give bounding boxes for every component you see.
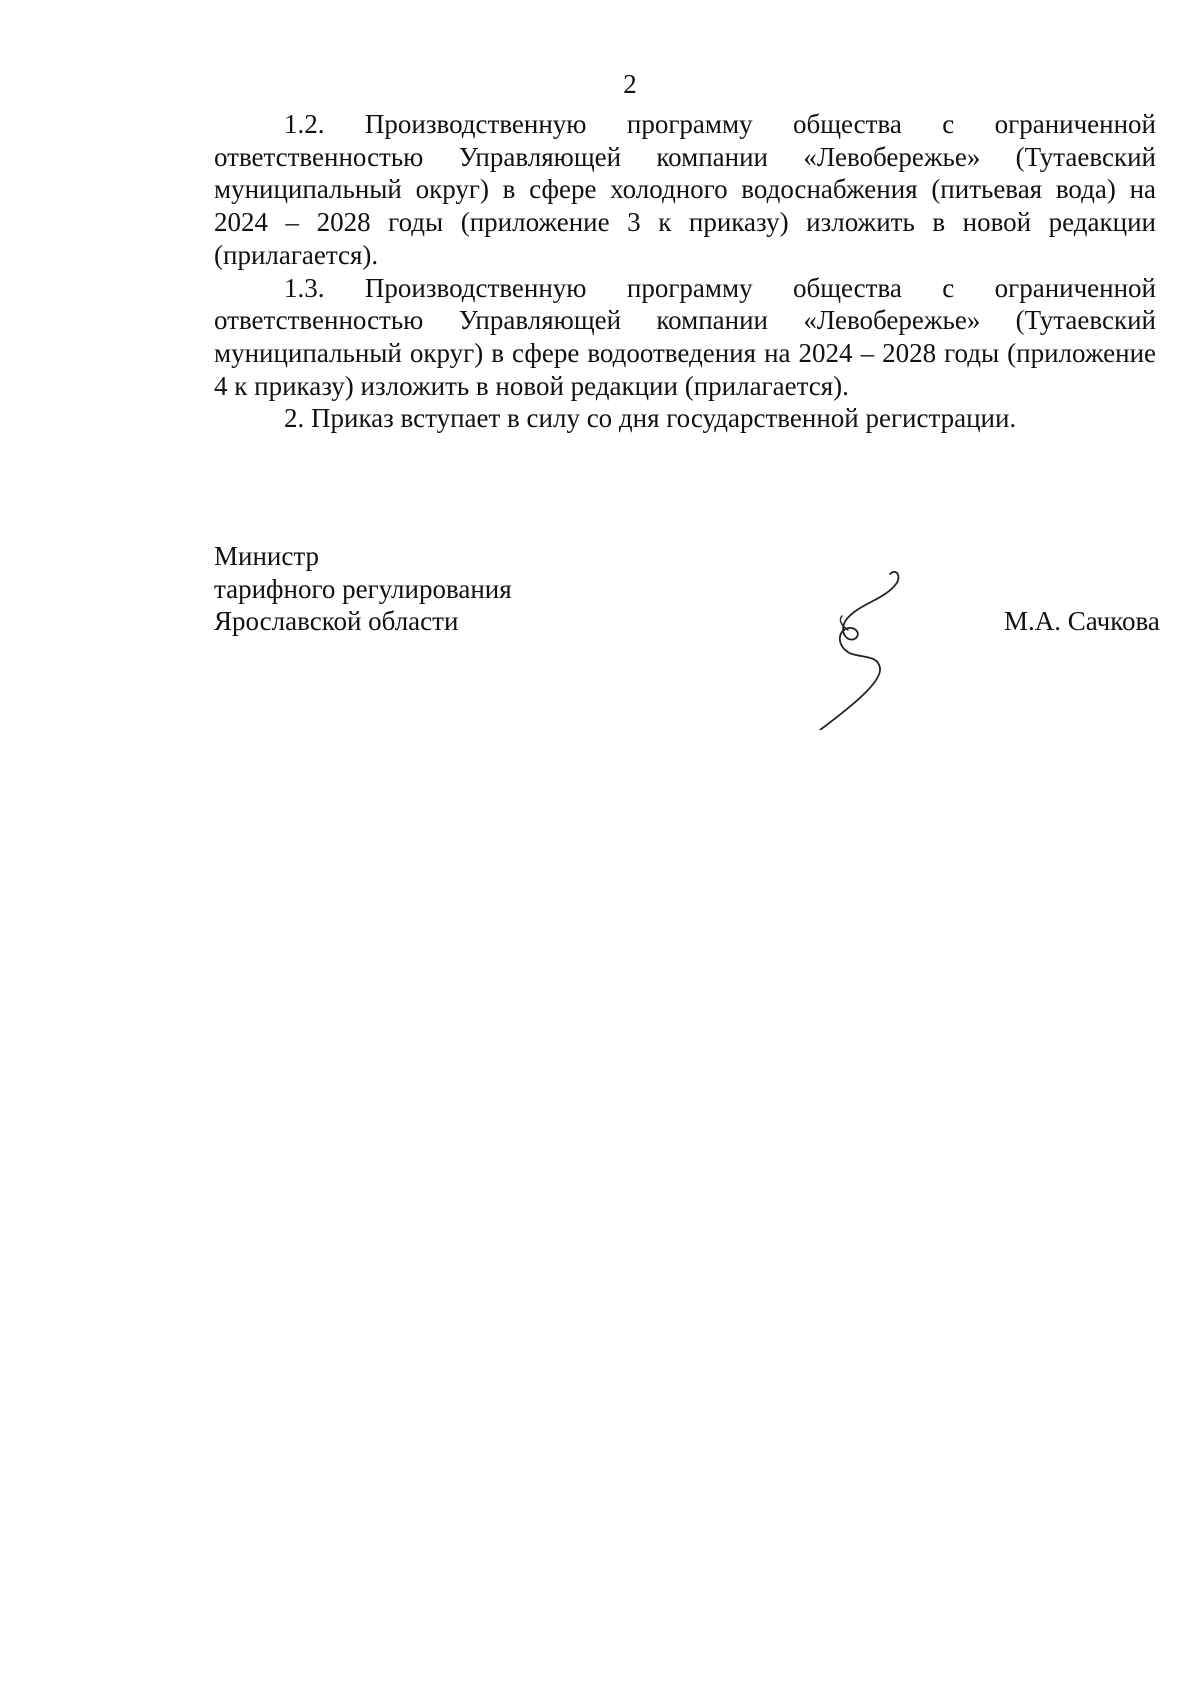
handwritten-signature-icon [812, 560, 932, 730]
page-number: 2 [623, 69, 637, 99]
signer-position-line: тарифного регулирования [214, 573, 512, 604]
signature-block [214, 540, 1174, 740]
signer-position-line: Ярославской области [214, 606, 459, 637]
signer-position-line: Министр [214, 541, 319, 571]
signer-position [214, 540, 614, 638]
paragraph-1-3: 1.3. Производственную программу общества с ограниченной ответственностью Управляющей компании «Левобережье» (Тутаевский муниципальный округ) в сфере водоотведения на 2024 – 2028 годы (приложение 4 к приказу) изложить в новой редакции (прилагается). [214, 272, 1156, 401]
signer-name: М.А. Сачкова [1004, 606, 1160, 636]
paragraph-1-2: 1.2. Производственную программу общества с ограниченной ответственностью Управляющей компании «Левобережье» (Тутаевский муниципальный округ) в сфере холодного водоснабжения (питьевая вода) на 2024 – 2028 годы (приложение 3 к приказу) изложить в новой редакции (прилагается). [214, 109, 1156, 270]
document-body [214, 108, 1156, 435]
paragraph-2: 2. Приказ вступает в силу со дня государственной регистрации. [284, 403, 1017, 434]
